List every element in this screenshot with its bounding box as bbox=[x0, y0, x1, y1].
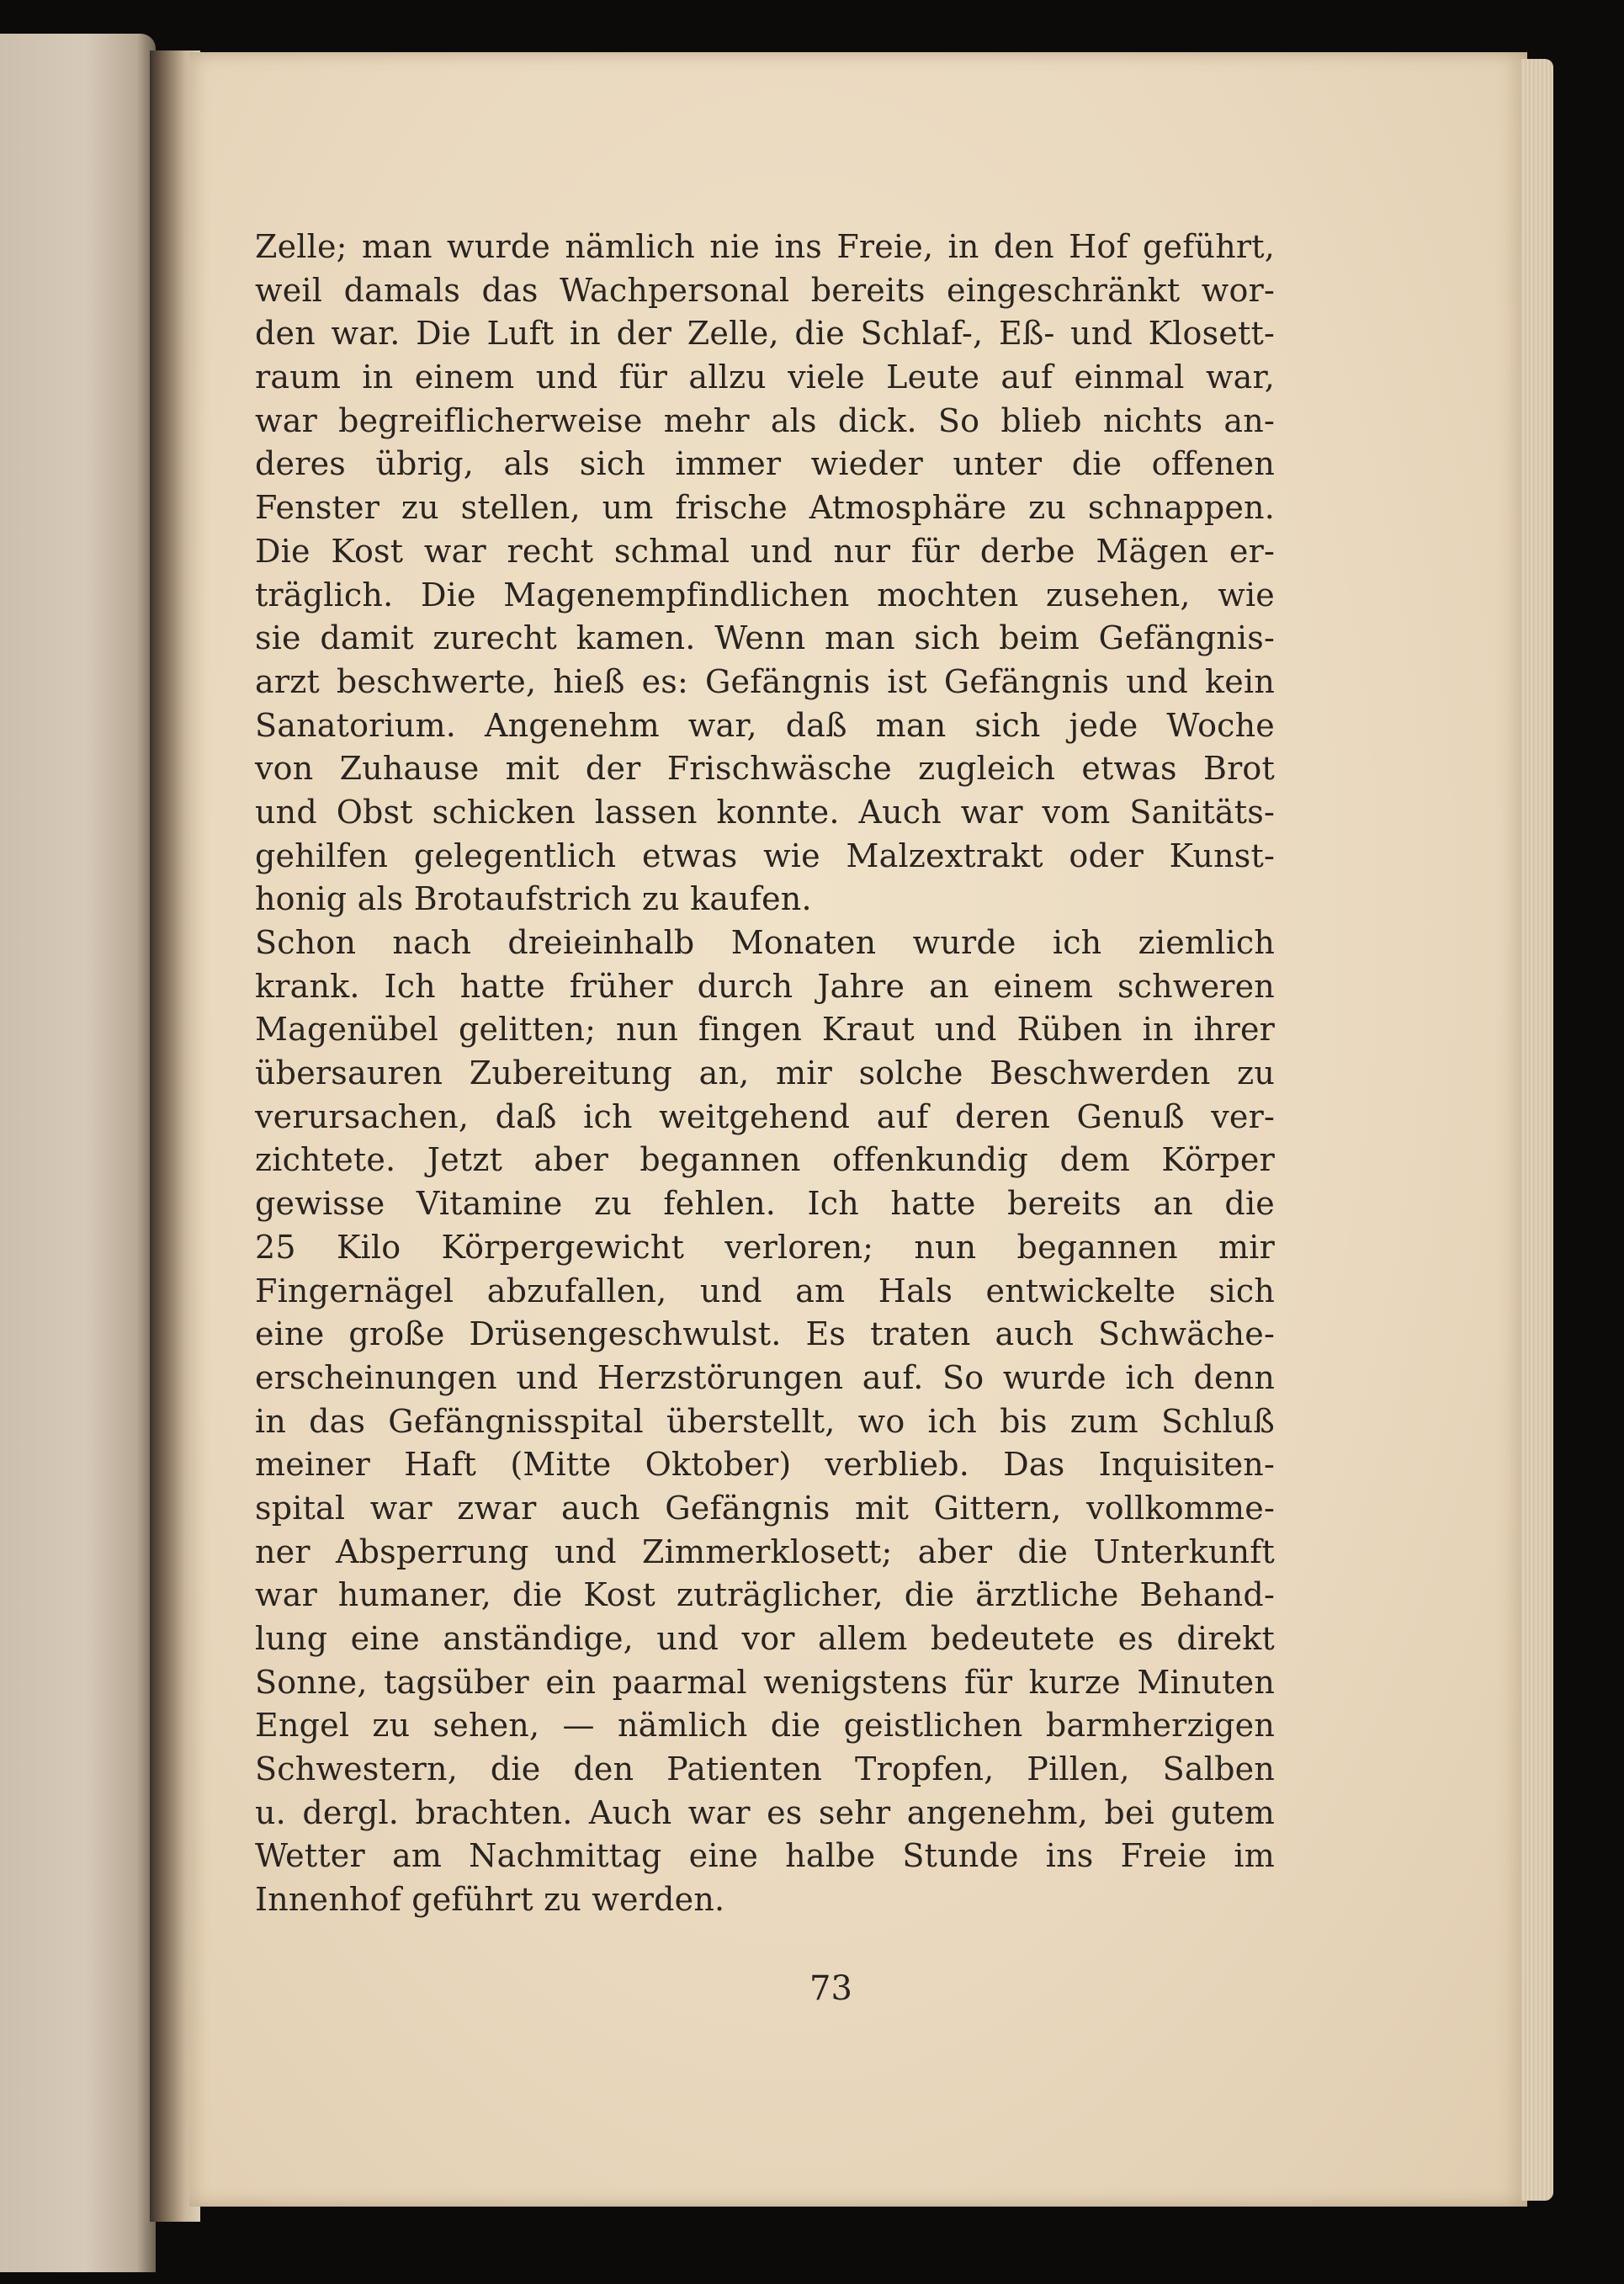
text-line: Engel zu sehen, — nämlich die geistlichen barmherzigen bbox=[255, 1707, 1275, 1745]
text-line: weil damals das Wachpersonal bereits eingeschränkt wor- bbox=[255, 271, 1275, 309]
text-line: Wetter am Nachmittag eine halbe Stunde ins Freie im bbox=[255, 1837, 1275, 1875]
text-line: raum in einem und für allzu viele Leute auf einmal war, bbox=[255, 359, 1275, 396]
text-line: Fingernägel abzufallen, und am Hals entwickelte sich bbox=[255, 1272, 1275, 1309]
page-number: 73 bbox=[809, 1969, 852, 2008]
facing-page-bleed-text bbox=[0, 34, 156, 2272]
text-line: in das Gefängnisspital überstellt, wo ich bis zum Schluß bbox=[255, 1402, 1275, 1440]
text-line: Fenster zu stellen, um frische Atmosphäre zu schnappen. bbox=[255, 489, 1275, 527]
text-line: krank. Ich hatte früher durch Jahre an einem schweren bbox=[255, 967, 1275, 1005]
text-line: deres übrig, als sich immer wieder unter die offenen bbox=[255, 445, 1275, 483]
body-text bbox=[255, 226, 1275, 1922]
text-line: Die Kost war recht schmal und nur für derbe Mägen er- bbox=[255, 532, 1275, 570]
text-line: lung eine anständige, und vor allem bedeutete es direkt bbox=[255, 1620, 1275, 1657]
text-line: 25 Kilo Körpergewicht verloren; nun begannen mir bbox=[255, 1228, 1275, 1266]
text-line: Zelle; man wurde nämlich nie ins Freie, in den Hof geführt, bbox=[255, 228, 1275, 265]
text-line: Sonne, tagsüber ein paarmal wenigstens für kurze Minuten bbox=[255, 1663, 1275, 1701]
facing-page bbox=[0, 34, 156, 2272]
text-line: und Obst schicken lassen konnte. Auch war vom Sanitäts- bbox=[255, 793, 1275, 831]
text-line: den war. Die Luft in der Zelle, die Schlaf-, Eß- und Klosett- bbox=[255, 315, 1275, 353]
text-line: war begreiflicherweise mehr als dick. So blieb nichts an- bbox=[255, 401, 1275, 439]
text-line: spital war zwar auch Gefängnis mit Gittern, vollkomme- bbox=[255, 1489, 1275, 1527]
text-line: ner Absperrung und Zimmerklosett; aber die Unterkunft bbox=[255, 1532, 1275, 1570]
text-line: von Zuhause mit der Frischwäsche zugleich etwas Brot bbox=[255, 750, 1275, 788]
text-line: Schwestern, die den Patienten Tropfen, Pillen, Salben bbox=[255, 1750, 1275, 1788]
text-line: u. dergl. brachten. Auch war es sehr angenehm, bei gutem bbox=[255, 1793, 1275, 1831]
text-line: übersauren Zubereitung an, mir solche Beschwerden zu bbox=[255, 1054, 1275, 1092]
text-line: gewisse Vitamine zu fehlen. Ich hatte bereits an die bbox=[255, 1185, 1275, 1223]
text-line: gehilfen gelegentlich etwas wie Malzextrakt oder Kunst- bbox=[255, 837, 1275, 874]
page-edges bbox=[1521, 59, 1553, 2201]
text-line: Sanatorium. Angenehm war, daß man sich jede Woche bbox=[255, 706, 1275, 744]
text-line: meiner Haft (Mitte Oktober) verblieb. Das Inquisiten- bbox=[255, 1446, 1275, 1484]
paragraph-end-line: Innenhof geführt zu werden. bbox=[255, 1881, 725, 1919]
text-line: arzt beschwerte, hieß es: Gefängnis ist Gefängnis und kein bbox=[255, 662, 1275, 700]
text-line: sie damit zurecht kamen. Wenn man sich beim Gefängnis- bbox=[255, 619, 1275, 657]
paragraph-end-line: honig als Brotaufstrich zu kaufen. bbox=[255, 880, 812, 918]
text-line: zichtete. Jetzt aber begannen offenkundig dem Körper bbox=[255, 1141, 1275, 1179]
text-line: eine große Drüsengeschwulst. Es traten auch Schwäche- bbox=[255, 1315, 1275, 1353]
text-line: verursachen, daß ich weitgehend auf deren Genuß ver- bbox=[255, 1097, 1275, 1135]
text-line: Schon nach dreieinhalb Monaten wurde ich ziemlich bbox=[255, 924, 1275, 961]
text-line: war humaner, die Kost zuträglicher, die ärztliche Behand- bbox=[255, 1576, 1275, 1614]
text-line: Magenübel gelitten; nun fingen Kraut und Rüben in ihrer bbox=[255, 1011, 1275, 1049]
text-line: träglich. Die Magenempfindlichen mochten zusehen, wie bbox=[255, 576, 1275, 613]
text-line: erscheinungen und Herzstörungen auf. So wurde ich denn bbox=[255, 1358, 1275, 1396]
